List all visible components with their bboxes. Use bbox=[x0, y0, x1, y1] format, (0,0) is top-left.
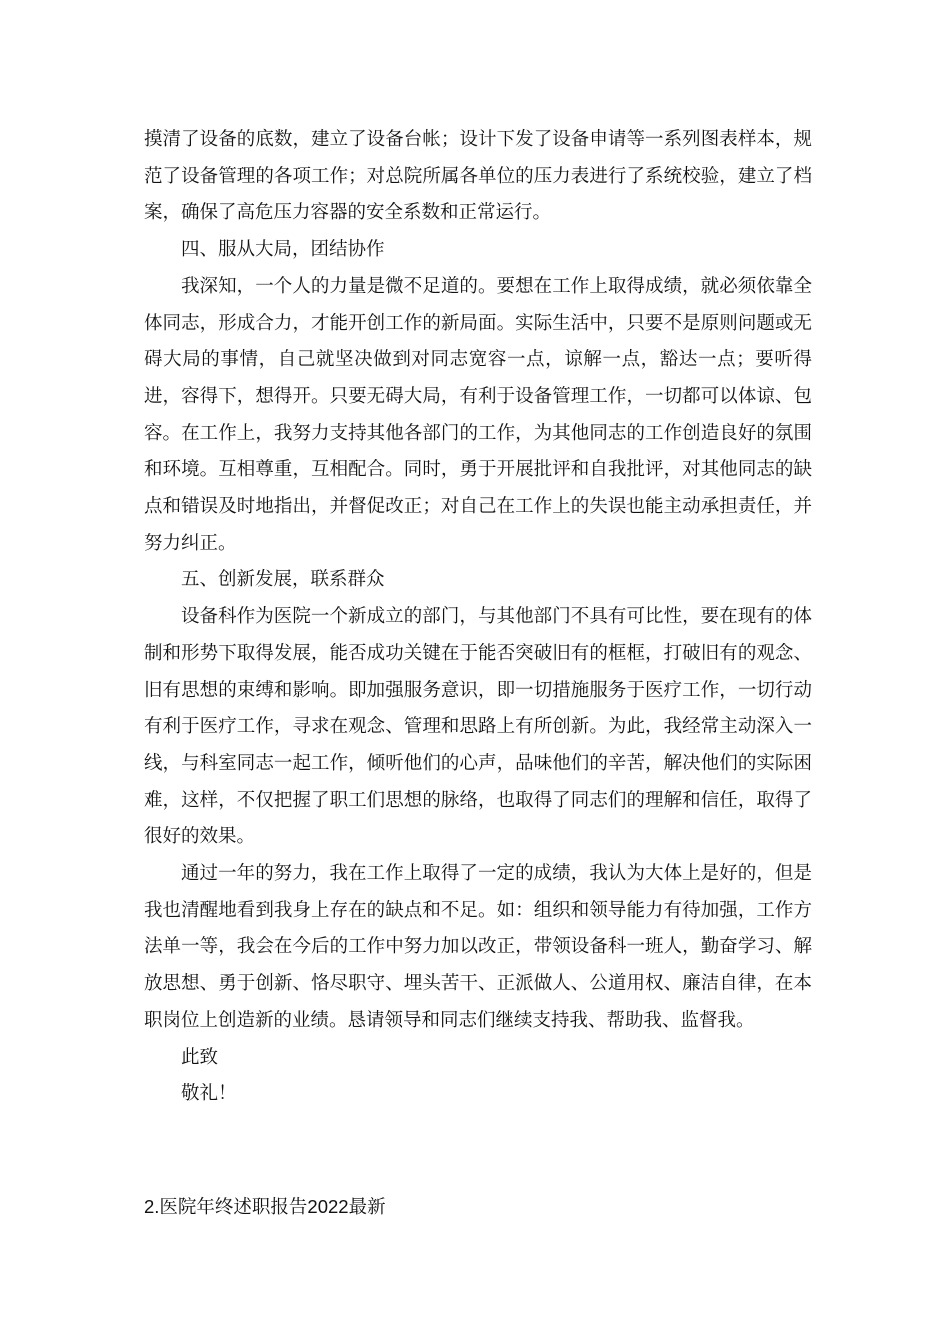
paragraph-innovation: 设备科作为医院一个新成立的部门，与其他部门不具有可比性，要在现有的体制和形势下取得发展，能否成功关键在于能否突破旧有的框框，打破旧有的观念、旧有思想的束缚和影响。即加强服务意识，即一切措施服务于医疗工作，一切行动有利于医疗工作，寻求在观念、管理和思路上有所创新。为此，我经常主动深入一线，与科室同志一起工作，倾听他们的心声，品味他们的辛苦，解决他们的实际困难，这样，不仅把握了职工们思想的脉络，也取得了同志们的理解和信任，取得了很好的效果。 bbox=[144, 606, 812, 848]
section-heading: 2.医院年终述职报告2022最新 bbox=[144, 1196, 386, 1217]
subheading-five: 五、创新发展，联系群众 bbox=[181, 569, 385, 591]
closing-salutation: 此致 bbox=[181, 1046, 219, 1068]
subheading-four: 四、服从大局，团结协作 bbox=[181, 239, 385, 261]
document-body bbox=[144, 122, 812, 1113]
closing-regards: 敬礼！ bbox=[181, 1083, 237, 1105]
paragraph-summary: 通过一年的努力，我在工作上取得了一定的成绩，我认为大体上是好的，但是我也清醒地看到我身上存在的缺点和不足。如：组织和领导能力有待加强，工作方法单一等，我会在今后的工作中努力加以改正，带领设备科一班人，勤奋学习、解放思想、勇于创新、恪尽职守、埋头苦干、正派做人、公道用权、廉洁自律，在本职岗位上创造新的业绩。恳请领导和同志们继续支持我、帮助我、监督我。 bbox=[144, 863, 812, 1031]
paragraph-continuation: 摸清了设备的底数，建立了设备台帐；设计下发了设备申请等一系列图表样本，规范了设备管理的各项工作；对总院所属各单位的压力表进行了系统校验，建立了档案，确保了高危压力容器的安全系数和正常运行。 bbox=[144, 129, 812, 224]
paragraph-cooperation: 我深知，一个人的力量是微不足道的。要想在工作上取得成绩，就必须依靠全体同志，形成合力，才能开创工作的新局面。实际生活中，只要不是原则问题或无碍大局的事情，自己就坚决做到对同志宽容一点，谅解一点，豁达一点；要听得进，容得下，想得开。只要无碍大局，有利于设备管理工作，一切都可以体谅、包容。在工作上，我努力支持其他各部门的工作，为其他同志的工作创造良好的氛围和环境。互相尊重，互相配合。同时，勇于开展批评和自我批评，对其他同志的缺点和错误及时地指出，并督促改正；对自己在工作上的失误也能主动承担责任，并努力纠正。 bbox=[144, 275, 812, 554]
